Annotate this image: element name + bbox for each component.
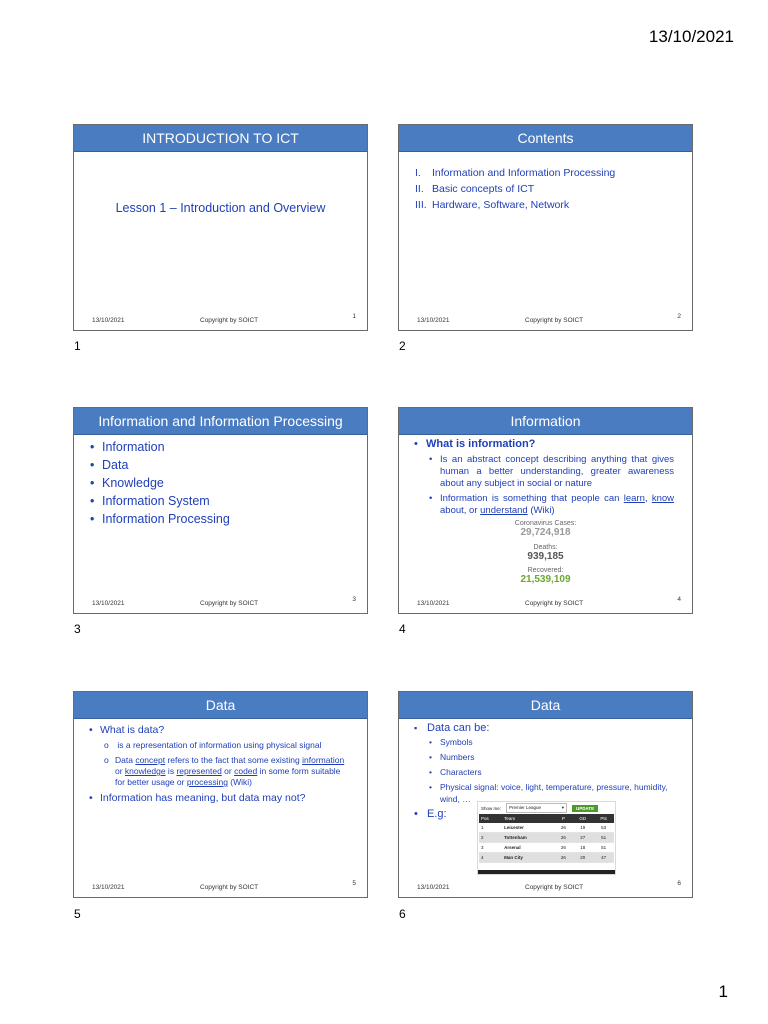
update-button[interactable]: UPDATE (572, 805, 598, 812)
sub-bullet: • Physical signal: voice, light, temperature, pressure, humidity, wind, … (429, 781, 674, 805)
footer-date: 13/10/2021 (92, 317, 125, 324)
table-header-row (479, 814, 614, 823)
sub-bullet: • Symbols (429, 736, 674, 748)
footer-slide-number: 3 (352, 596, 356, 603)
slide-footer (74, 597, 367, 607)
list-item: I. Information and Information Processing (415, 167, 616, 179)
deaths-label: Deaths: (533, 544, 558, 551)
slide-footer (399, 314, 692, 324)
slide-label: 1 (74, 339, 81, 353)
slide-label: 5 (74, 907, 81, 921)
bullet: ▪ Data can be: (414, 722, 674, 734)
footer-date: 13/10/2021 (92, 600, 125, 607)
link-information[interactable]: information (302, 755, 345, 765)
link-learn[interactable]: learn (623, 493, 645, 504)
sub-bullet: • Information is something that people can learn, know about, or understand (Wiki) (429, 493, 674, 517)
bullet: • What is data? (89, 724, 349, 736)
slide-label: 6 (399, 907, 406, 921)
fine-print (399, 538, 692, 542)
slide-footer (399, 597, 692, 607)
footer-copyright: Copyright by SOICT (525, 600, 584, 607)
bullet: • E.g: (414, 808, 674, 820)
link-understand[interactable]: understand (480, 505, 528, 516)
col-header: Pos (479, 814, 502, 823)
chevron-down-icon: ▾ (561, 805, 565, 810)
link-concept[interactable]: concept (135, 755, 166, 765)
footer-date: 13/10/2021 (417, 317, 450, 324)
table-row: 1 Leicester 26 19 53 (479, 823, 614, 833)
show-label: Show me: (481, 805, 502, 811)
league-table-image (477, 801, 616, 875)
slide-label: 3 (74, 622, 81, 636)
col-header: Pts (593, 814, 614, 823)
list-item: III. Hardware, Software, Network (415, 199, 570, 211)
slide-2 (398, 124, 693, 331)
col-header: P (555, 814, 573, 823)
link-know[interactable]: know (651, 493, 674, 504)
slide-title: INTRODUCTION TO ICT (74, 125, 367, 152)
page-date: 13/10/2021 (648, 27, 734, 46)
slide-body (89, 724, 349, 808)
cases-value: 29,724,918 (520, 527, 571, 538)
footer-date: 13/10/2021 (417, 600, 450, 607)
recovered-label: Recovered: (527, 567, 564, 574)
slide-footer (74, 314, 367, 324)
col-header: GD (572, 814, 593, 823)
footer-slide-number: 1 (352, 313, 356, 320)
link-represented[interactable]: represented (176, 766, 222, 776)
league-select[interactable]: Premier League ▾ (506, 803, 567, 813)
deaths-value: 939,185 (527, 551, 564, 562)
page-number: 1 (718, 982, 728, 1001)
topic-list (90, 440, 230, 530)
footer-date: 13/10/2021 (92, 884, 125, 891)
contents-list (415, 167, 615, 215)
slide-3 (73, 407, 368, 614)
bullet: • Information has meaning, but data may not? (89, 792, 349, 804)
list-item: • Information System (90, 494, 230, 508)
slide-6 (398, 691, 693, 898)
slide-body (414, 438, 674, 520)
slide-footer (399, 881, 692, 891)
col-header: Team (502, 814, 554, 823)
covid-stats (399, 520, 692, 585)
slide-footer (74, 881, 367, 891)
slide-title: Contents (399, 125, 692, 152)
sub-bullet: o Data concept refers to the fact that some existing information or knowledge is represented or coded in some form suitable for better usage or processing (Wiki) (104, 755, 349, 788)
slide-label: 2 (399, 339, 406, 353)
footer-slide-number: 5 (352, 880, 356, 887)
taskbar-strip (478, 870, 615, 874)
footer-copyright: Copyright by SOICT (200, 600, 259, 607)
slide-title: Information (399, 408, 692, 435)
slide-title: Data (74, 692, 367, 719)
footer-copyright: Copyright by SOICT (525, 884, 584, 891)
league-toolbar (478, 802, 615, 814)
footer-date: 13/10/2021 (417, 884, 450, 891)
footer-copyright: Copyright by SOICT (525, 317, 584, 324)
list-item: • Data (90, 458, 230, 472)
sub-bullet: • Numbers (429, 751, 674, 763)
slide-title: Information and Information Processing (74, 408, 367, 435)
footer-copyright: Copyright by SOICT (200, 884, 259, 891)
league-table (479, 814, 614, 863)
list-item: • Information Processing (90, 512, 230, 526)
slide-4 (398, 407, 693, 614)
sub-bullet: o is a representation of information using physical signal (104, 740, 349, 751)
footer-slide-number: 2 (677, 313, 681, 320)
footer-copyright: Copyright by SOICT (200, 317, 259, 324)
list-item: II. Basic concepts of ICT (415, 183, 535, 195)
link-processing[interactable]: processing (186, 777, 228, 787)
table-row: 3 Arsenal 26 18 51 (479, 843, 614, 853)
footer-slide-number: 6 (677, 880, 681, 887)
slide-5 (73, 691, 368, 898)
cases-label: Coronavirus Cases: (514, 520, 577, 527)
table-row: 2 Tottenham 26 27 51 (479, 833, 614, 843)
question: • What is information? (414, 438, 674, 450)
slide-title: Data (399, 692, 692, 719)
slide-subtitle: Lesson 1 – Introduction and Overview (115, 201, 326, 215)
footer-slide-number: 4 (677, 596, 681, 603)
slide-1 (73, 124, 368, 331)
table-row: 4 Man City 26 20 47 (479, 853, 614, 863)
list-item: • Information (90, 440, 230, 454)
slide-label: 4 (399, 622, 406, 636)
sub-bullet: • Characters (429, 766, 674, 778)
link-knowledge[interactable]: knowledge (124, 766, 166, 776)
link-coded[interactable]: coded (234, 766, 258, 776)
recovered-value: 21,539,109 (520, 574, 571, 585)
list-item: • Knowledge (90, 476, 230, 490)
sub-bullet: • Is an abstract concept describing anything that gives human a better understanding, greater awareness about any subject in social or nature (429, 454, 674, 490)
